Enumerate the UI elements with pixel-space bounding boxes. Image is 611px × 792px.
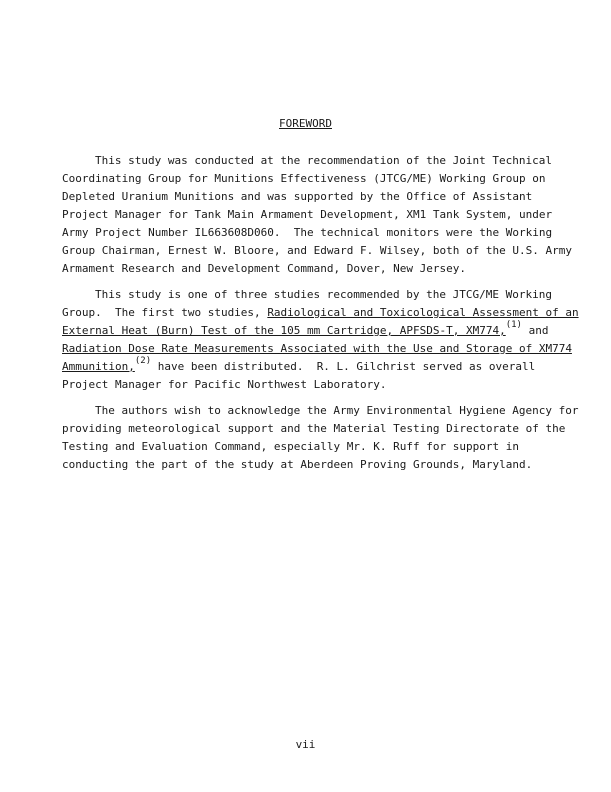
paragraph-3-line-2: providing meteorological support and the Material Testing Directorate of the [62,422,566,435]
page-number: vii [295,738,316,751]
paragraph-3-line-1: The authors wish to acknowledge the Army Environmental Hygiene Agency for [95,404,579,417]
paragraph-2-line-5-suffix: have been distributed. R. L. Gilchrist served as overall [151,360,536,373]
paragraph-1-line-7: Armament Research and Development Command, Dover, New Jersey. [62,262,466,275]
paragraph-2-line-1: This study is one of three studies recommended by the JTCG/ME Working [95,288,552,301]
paragraph-1-line-5: Army Project Number IL663608D060. The technical monitors were the Working [62,226,553,239]
paragraph-1-line-1: This study was conducted at the recommendation of the Joint Technical [95,154,552,167]
paragraph-1-line-6: Group Chairman, Ernest W. Bloore, and Edward F. Wilsey, both of the U.S. Army [62,244,572,257]
reference-2-marker: (2) [134,356,152,367]
reference-1-title-part-2: External Heat (Burn) Test of the 105 mm Cartridge, APFSDS-T, XM774, [62,324,506,337]
paragraph-3-line-3: Testing and Evaluation Command, especially Mr. K. Ruff for support in [62,440,519,453]
reference-2-title-part-2: Ammunition, [62,360,135,373]
paragraph-3-line-4: conducting the part of the study at Aberdeen Proving Grounds, Maryland. [62,458,533,471]
reference-2-title-part-1: Radiation Dose Rate Measurements Associated with the Use and Storage of XM774 [62,342,572,355]
paragraph-2-line-5 [62,356,536,373]
paragraph-1-line-4: Project Manager for Tank Main Armament Development, XM1 Tank System, under [62,208,553,221]
paragraph-2-line-2 [62,306,579,319]
paragraph-2-line-4 [62,342,572,355]
reference-1-title-part-1: Radiological and Toxicological Assessment of an [267,306,579,319]
paragraph-1-line-2: Coordinating Group for Munitions Effectiveness (JTCG/ME) Working Group on [62,172,546,185]
reference-1-marker: (1) [505,320,522,331]
paragraph-2-line-3 [62,320,549,337]
page-title: FOREWORD [279,117,332,130]
paragraph-2-line-2-prefix: Group. The first two studies, [62,306,268,319]
paragraph-1-line-3: Depleted Uranium Munitions and was supported by the Office of Assistant [62,190,533,203]
paragraph-2-line-6: Project Manager for Pacific Northwest Laboratory. [62,378,387,391]
paragraph-2-line-3-suffix: and [521,324,549,337]
